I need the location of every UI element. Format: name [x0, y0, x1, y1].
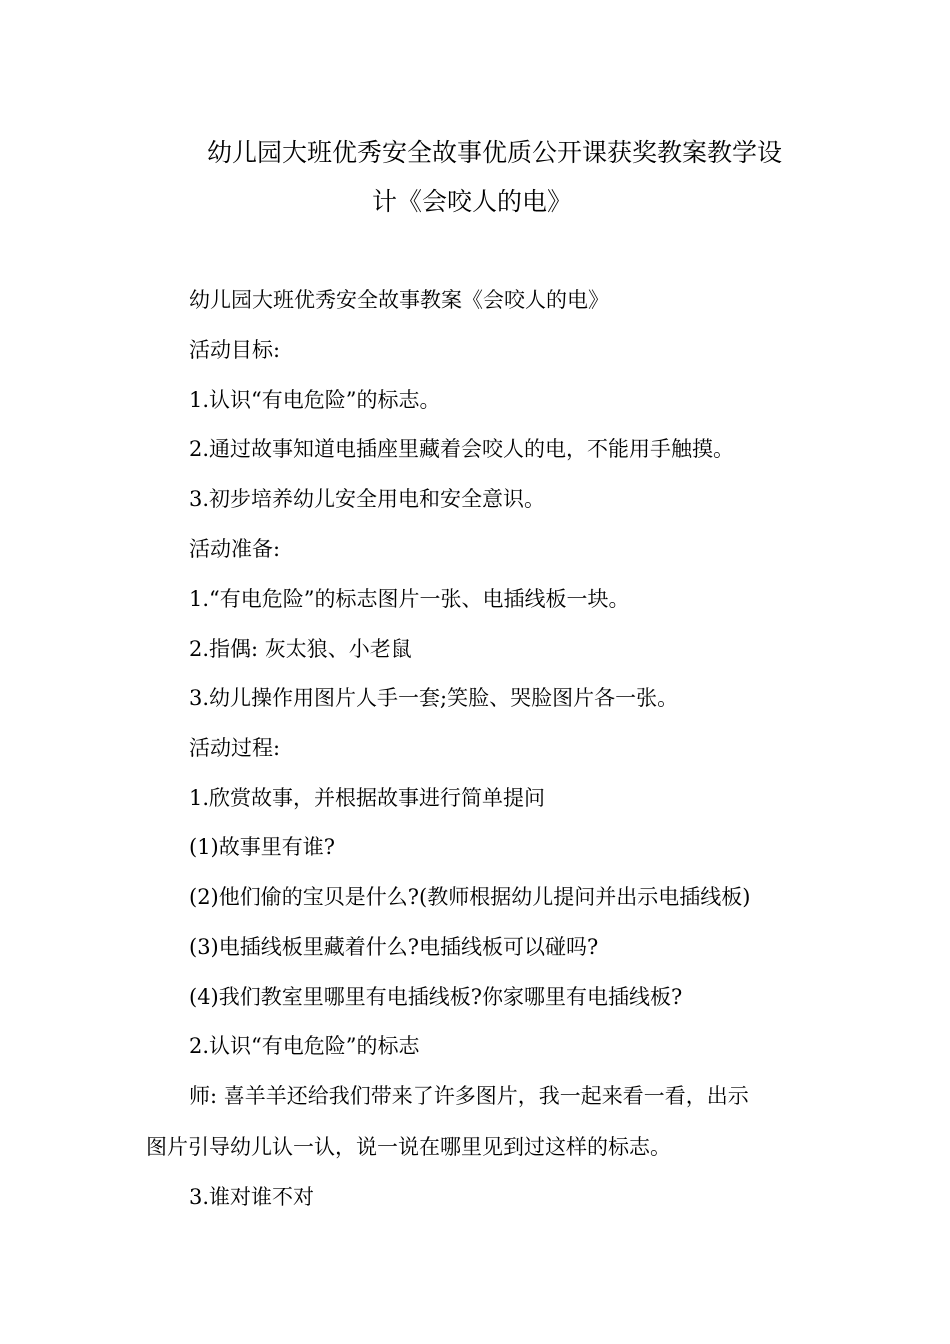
- document-title-line-1: 幼儿园大班优秀安全故事优质公开课获奖教案教学设: [207, 138, 783, 167]
- section-heading-process: 活动过程:: [189, 736, 281, 760]
- document-title-line-2: 计《会咬人的电》: [372, 187, 573, 216]
- sub-list-item: (3)电插线板里藏着什么?电插线板可以碰吗?: [189, 935, 599, 959]
- sub-list-item: (1)故事里有谁?: [189, 835, 336, 859]
- paragraph-lesson-name: 幼儿园大班优秀安全故事教案《会咬人的电》: [189, 288, 609, 312]
- paragraph-teacher-line-1: 师: 喜羊羊还给我们带来了许多图片，我一起来看一看，出示: [189, 1084, 749, 1108]
- list-item: 3.幼儿操作用图片人手一套;笑脸、哭脸图片各一张。: [189, 686, 679, 710]
- section-heading-goals: 活动目标:: [189, 338, 281, 362]
- list-item: 2.指偶: 灰太狼、小老鼠: [189, 637, 412, 661]
- sub-list-item: (2)他们偷的宝贝是什么?(教师根据幼儿提问并出示电插线板): [189, 885, 751, 909]
- paragraph-teacher-line-2: 图片引导幼儿认一认，说一说在哪里见到过这样的标志。: [146, 1135, 671, 1159]
- list-item: 1.欣赏故事，并根据故事进行简单提问: [189, 786, 546, 810]
- list-item: 1.“有电危险”的标志图片一张、电插线板一块。: [189, 587, 630, 611]
- sub-list-item: (4)我们教室里哪里有电插线板?你家哪里有电插线板?: [189, 985, 683, 1009]
- list-item: 2.认识“有电危险”的标志: [189, 1034, 420, 1058]
- list-item: 1.认识“有电危险”的标志。: [189, 388, 441, 412]
- list-item: 3.谁对谁不对: [189, 1185, 315, 1209]
- section-heading-preparation: 活动准备:: [189, 537, 281, 561]
- list-item: 3.初步培养幼儿安全用电和安全意识。: [189, 487, 546, 511]
- list-item: 2.通过故事知道电插座里藏着会咬人的电，不能用手触摸。: [189, 437, 735, 461]
